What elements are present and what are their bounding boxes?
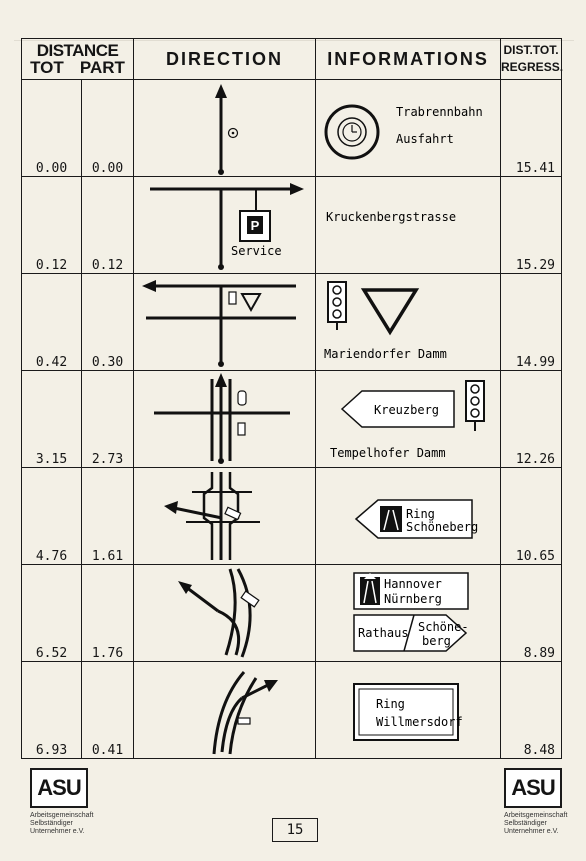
yield-sign-icon (364, 290, 416, 332)
split-direction-sign (354, 615, 469, 651)
info-cell (316, 662, 501, 759)
dist-regress: 12.26 (501, 371, 562, 468)
asu-logo-right: ASU Arbeitsgemeinschaft Selbständiger Unternehmer e.V. (504, 768, 578, 836)
dist-part: 0.00 (82, 80, 134, 177)
dist-tot: 0.00 (22, 80, 82, 177)
table-row (22, 274, 562, 371)
parking-icon: P (250, 218, 260, 233)
fork-right-diagram (134, 662, 316, 758)
dist-part: 0.12 (82, 177, 134, 274)
fork-left-diagram (134, 565, 316, 661)
table-row (22, 371, 562, 468)
info-cell (316, 177, 501, 274)
table-row (22, 468, 562, 565)
table-row (22, 177, 562, 274)
dist-tot: 3.15 (22, 371, 82, 468)
straight-through-diagram (134, 371, 316, 467)
svg-text:Ring: Ring (406, 507, 435, 521)
dist-regress: 14.99 (501, 274, 562, 371)
page-number: 15 (272, 818, 318, 842)
direction-cell (134, 274, 316, 371)
dist-tot: 0.12 (22, 177, 82, 274)
direction-sign-left (342, 391, 454, 427)
info-cell (316, 274, 501, 371)
dist-part: 1.61 (82, 468, 134, 565)
direction-cell (134, 565, 316, 662)
direction-cell (134, 177, 316, 274)
motorway-sign (354, 573, 468, 609)
info-cell (316, 371, 501, 468)
roadbook-table (21, 38, 562, 759)
dist-part: 0.30 (82, 274, 134, 371)
info-cell (316, 468, 501, 565)
regress-header: DIST.TOT. REGRESS. (501, 39, 562, 80)
informations-header: INFORMATIONS (316, 39, 501, 80)
tot-header: TOT (30, 58, 64, 77)
dist-regress: 10.65 (501, 468, 562, 565)
destination-sign (354, 684, 463, 740)
dist-regress: 8.48 (501, 662, 562, 759)
distance-header: DISTANCE TOT PART (22, 39, 134, 80)
dist-regress: 15.41 (501, 80, 562, 177)
info-line1: Tempelhofer Damm (330, 446, 446, 460)
info-line1: Kruckenbergstrasse (326, 210, 457, 224)
dist-tot: 6.52 (22, 565, 82, 662)
svg-text:Willmersdorf: Willmersdorf (376, 715, 463, 729)
direction-cell (134, 371, 316, 468)
svg-text:Schöneberg: Schöneberg (406, 520, 479, 534)
service-label: Service (231, 244, 282, 258)
svg-text:Rathaus: Rathaus (358, 626, 409, 640)
info-cell (316, 80, 501, 177)
traffic-light-icon (466, 381, 484, 431)
info-line2: Ausfahrt (396, 132, 454, 146)
direction-header: DIRECTION (134, 39, 316, 80)
svg-text:berg: berg (422, 634, 451, 648)
svg-text:Hannover: Hannover (384, 577, 442, 591)
direction-cell (134, 662, 316, 759)
asu-logo-left: ASU Arbeitsgemeinschaft Selbständiger Unternehmer e.V. (30, 768, 104, 836)
info-line1: Mariendorfer Damm (324, 347, 447, 361)
dist-part: 2.73 (82, 371, 134, 468)
dist-tot: 4.76 (22, 468, 82, 565)
racecourse-icon (316, 80, 501, 176)
dist-tot: 6.93 (22, 662, 82, 759)
dist-part: 0.41 (82, 662, 134, 759)
part-header: PART (79, 58, 125, 77)
svg-text:Schöne-: Schöne- (418, 620, 469, 634)
right-turn-diagram (134, 177, 316, 273)
motorway-direction-sign (356, 500, 478, 538)
svg-text:Ring: Ring (376, 697, 405, 711)
left-turn-diagram (134, 274, 316, 370)
table-row (22, 80, 562, 177)
direction-cell (134, 80, 316, 177)
info-cell (316, 565, 501, 662)
straight-arrow-diagram (134, 80, 316, 176)
header-row (22, 39, 562, 80)
info-line1: Trabrennbahn (396, 105, 483, 119)
svg-text:Nürnberg: Nürnberg (384, 592, 442, 606)
dist-regress: 15.29 (501, 177, 562, 274)
dist-tot: 0.42 (22, 274, 82, 371)
table-row (22, 565, 562, 662)
direction-cell (134, 468, 316, 565)
traffic-light-icon (328, 282, 346, 330)
dist-regress: 8.89 (501, 565, 562, 662)
svg-text:Kreuzberg: Kreuzberg (374, 403, 440, 417)
table-row (22, 662, 562, 759)
dist-part: 1.76 (82, 565, 134, 662)
left-exit-diagram (134, 468, 316, 564)
